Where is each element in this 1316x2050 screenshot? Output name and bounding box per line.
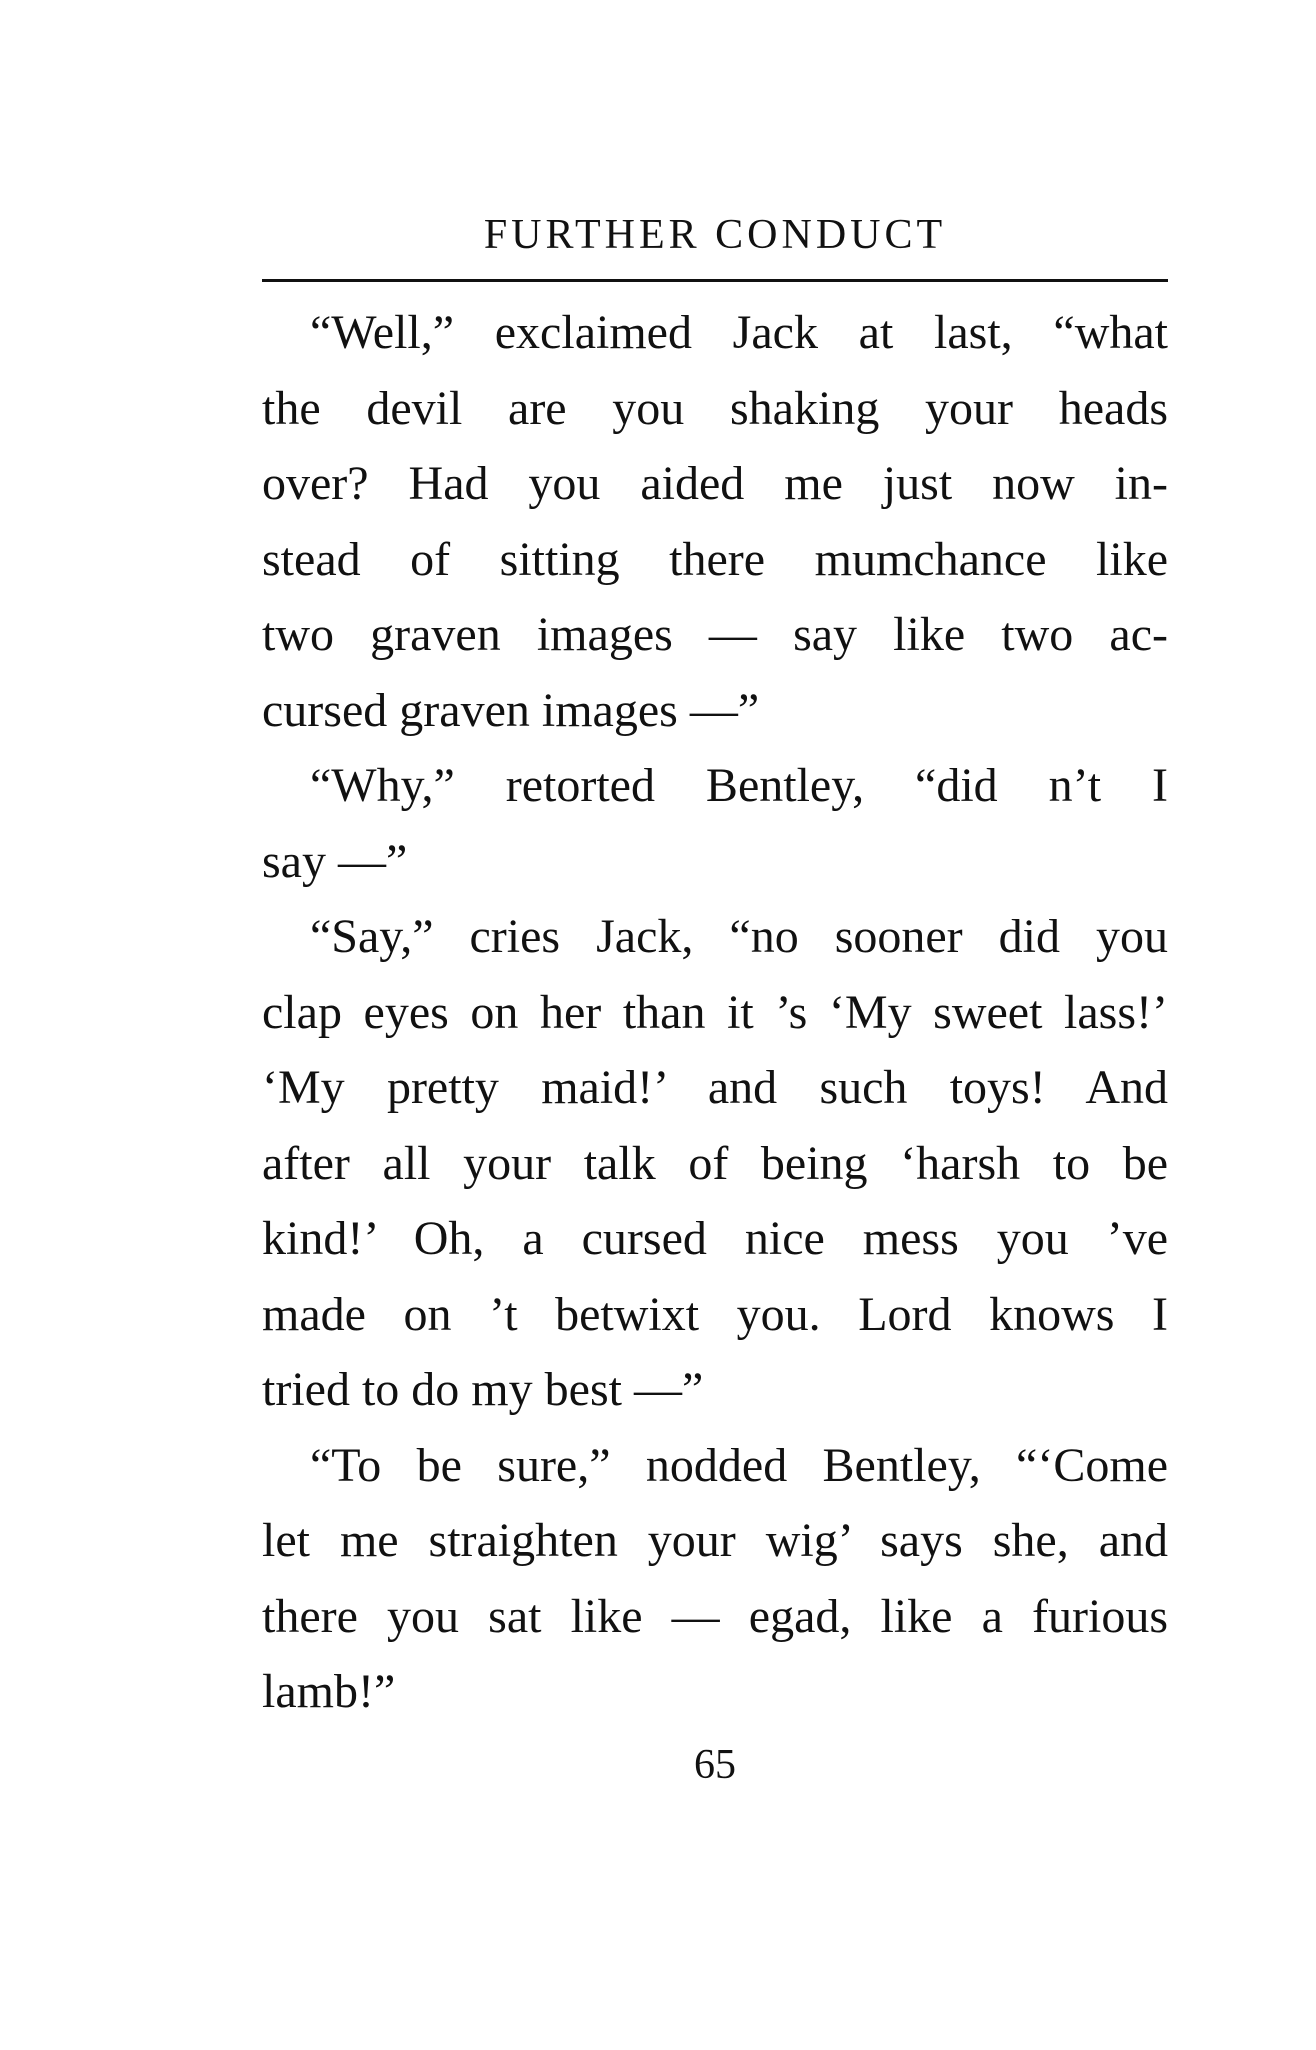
text-line: lamb!” xyxy=(262,1665,396,1718)
text-line: say —” xyxy=(262,834,408,888)
text-line: “To be sure,” nodded Bentley, “‘Come xyxy=(310,1438,1168,1492)
text-line: over? Had you aided me just now in- xyxy=(262,457,1168,510)
text-line: two graven images — say like two ac- xyxy=(262,608,1168,661)
text-line: after all your talk of being ‘harsh to be xyxy=(262,1136,1168,1190)
text-line: kind!’ Oh, a cursed nice mess you ’ve xyxy=(262,1212,1168,1265)
running-head: FURTHER CONDUCT xyxy=(483,212,947,258)
header-rule xyxy=(262,279,1168,282)
text-line: made on ’t betwixt you. Lord knows I xyxy=(262,1287,1168,1341)
text-line: “Why,” retorted Bentley, “did n’t I xyxy=(310,759,1168,812)
text-line: ‘My pretty maid!’ and such toys! And xyxy=(262,1061,1168,1114)
text-line: “Well,” exclaimed Jack at last, “what xyxy=(310,306,1168,359)
page-number: 65 xyxy=(694,1742,736,1788)
text-line: there you sat like — egad, like a furious xyxy=(262,1589,1168,1643)
text-line: stead of sitting there mumchance like xyxy=(262,532,1168,586)
text-line: “Say,” cries Jack, “no sooner did you xyxy=(310,910,1168,963)
text-line: tried to do my best —” xyxy=(262,1363,704,1416)
text-line: the devil are you shaking your heads xyxy=(262,381,1168,435)
body-text xyxy=(262,295,1168,1730)
text-line: clap eyes on her than it ’s ‘My sweet lass!’ xyxy=(262,985,1168,1039)
text-line: let me straighten your wig’ says she, and xyxy=(262,1514,1168,1567)
text-line: cursed graven images —” xyxy=(262,683,760,737)
